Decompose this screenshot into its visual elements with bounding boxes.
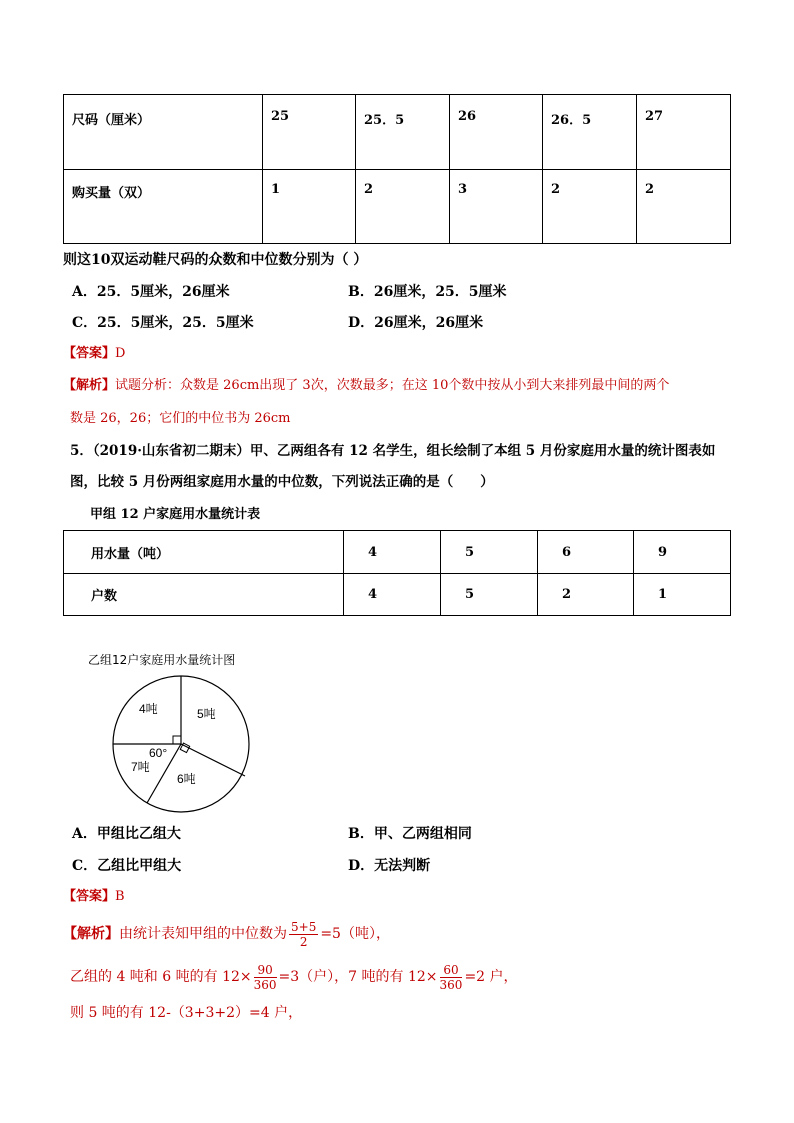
fraction	[440, 963, 463, 992]
answer-tag: 【答案】	[63, 889, 116, 904]
q4-analysis-line1	[63, 376, 669, 396]
analysis-text: =3（户），7 吨的有 12×	[278, 969, 438, 985]
fraction-denominator: 360	[253, 977, 277, 992]
shoe-size-table	[63, 94, 731, 244]
water-usage-table	[63, 530, 731, 616]
fraction	[289, 920, 318, 949]
q5-table-title: 甲组 12 户家庭用水量统计表	[90, 507, 261, 522]
pie-label-angle: 60°	[149, 746, 168, 760]
q4-option-c: C．25．5厘米，25．5厘米	[72, 315, 254, 331]
table-row	[64, 574, 731, 616]
pie-label-7t: 7吨	[131, 760, 150, 774]
pie-chart	[105, 668, 285, 828]
table-cell: 4	[344, 574, 441, 616]
table-row	[64, 531, 731, 574]
table-cell: 购买量（双）	[64, 170, 263, 244]
analysis-text: 乙组的 4 吨和 6 吨的有 12×	[70, 969, 252, 985]
analysis-text: 由统计表知甲组的中位数为	[119, 926, 287, 942]
analysis-tag: 【解析】	[63, 926, 119, 942]
answer-value: B	[115, 889, 125, 904]
table-cell: 25．5	[356, 95, 450, 170]
q4-option-d: D．26厘米，26厘米	[348, 315, 484, 331]
fraction-denominator: 360	[439, 977, 463, 992]
fraction-denominator: 2	[299, 934, 308, 949]
q4-option-a: A．25．5厘米，26厘米	[72, 284, 230, 300]
table-cell: 25	[263, 95, 356, 170]
pie-label-6t: 6吨	[177, 772, 196, 786]
fraction-numerator: 90	[254, 963, 277, 978]
table-cell: 5	[441, 531, 538, 574]
q4-answer	[63, 344, 125, 364]
q5-analysis-line2	[70, 958, 518, 996]
analysis-text: =2 户，	[464, 969, 518, 985]
pie-chart-title: 乙组12户家庭用水量统计图	[88, 653, 236, 667]
fraction	[254, 963, 277, 992]
analysis-text: =5（吨），	[320, 926, 390, 942]
table-cell: 9	[634, 531, 731, 574]
answer-tag: 【答案】	[63, 346, 116, 361]
q5-stem-line2: 图，比较 5 月份两组家庭用水量的中位数，下列说法正确的是（ ）	[70, 474, 494, 490]
table-cell: 户数	[64, 574, 344, 616]
analysis-tag: 【解析】	[63, 378, 116, 393]
table-cell: 用水量（吨）	[64, 531, 344, 574]
q5-stem-line1: 5．（2019·山东省初二期末）甲、乙两组各有 12 名学生，组长绘制了本组 5 月份家庭用水量的统计图表如	[70, 443, 716, 459]
q4-analysis-line2: 数是 26，26；它们的中位书为 26cm	[70, 411, 291, 426]
q5-option-c: C．乙组比甲组大	[72, 858, 182, 874]
table-cell: 2	[538, 574, 634, 616]
q5-option-a: A．甲组比乙组大	[72, 826, 181, 842]
table-cell: 尺码（厘米）	[64, 95, 263, 170]
table-cell: 2	[637, 170, 731, 244]
q4-stem: 则这10双运动鞋尺码的众数和中位数分别为（ ）	[63, 252, 368, 268]
table-cell: 1	[634, 574, 731, 616]
table-row	[64, 95, 731, 170]
fraction-numerator: 5+5	[291, 919, 317, 934]
q5-analysis-line1	[63, 915, 390, 953]
table-cell: 27	[637, 95, 731, 170]
table-cell: 1	[263, 170, 356, 244]
pie-label-4t: 4吨	[139, 702, 158, 716]
q5-analysis-line3: 则 5 吨的有 12-（3+3+2）=4 户，	[70, 1005, 303, 1021]
q5-option-b: B．甲、乙两组相同	[348, 826, 472, 842]
q5-answer	[63, 887, 125, 907]
analysis-text: 试题分析：众数是 26cm出现了 3次，次数最多；在这 10个数中按从小到大来排列最中间的两个	[115, 378, 670, 393]
table-cell: 26．5	[543, 95, 637, 170]
table-cell: 4	[344, 531, 441, 574]
table-cell: 2	[543, 170, 637, 244]
table-cell: 2	[356, 170, 450, 244]
table-cell: 3	[450, 170, 543, 244]
table-cell: 6	[538, 531, 634, 574]
q5-option-d: D．无法判断	[348, 858, 431, 874]
answer-value: D	[115, 346, 126, 361]
fraction-numerator: 60	[440, 963, 463, 978]
table-cell: 26	[450, 95, 543, 170]
pie-label-5t: 5吨	[197, 707, 216, 721]
table-row	[64, 170, 731, 244]
q4-option-b: B．26厘米，25．5厘米	[348, 284, 507, 300]
table-cell: 5	[441, 574, 538, 616]
